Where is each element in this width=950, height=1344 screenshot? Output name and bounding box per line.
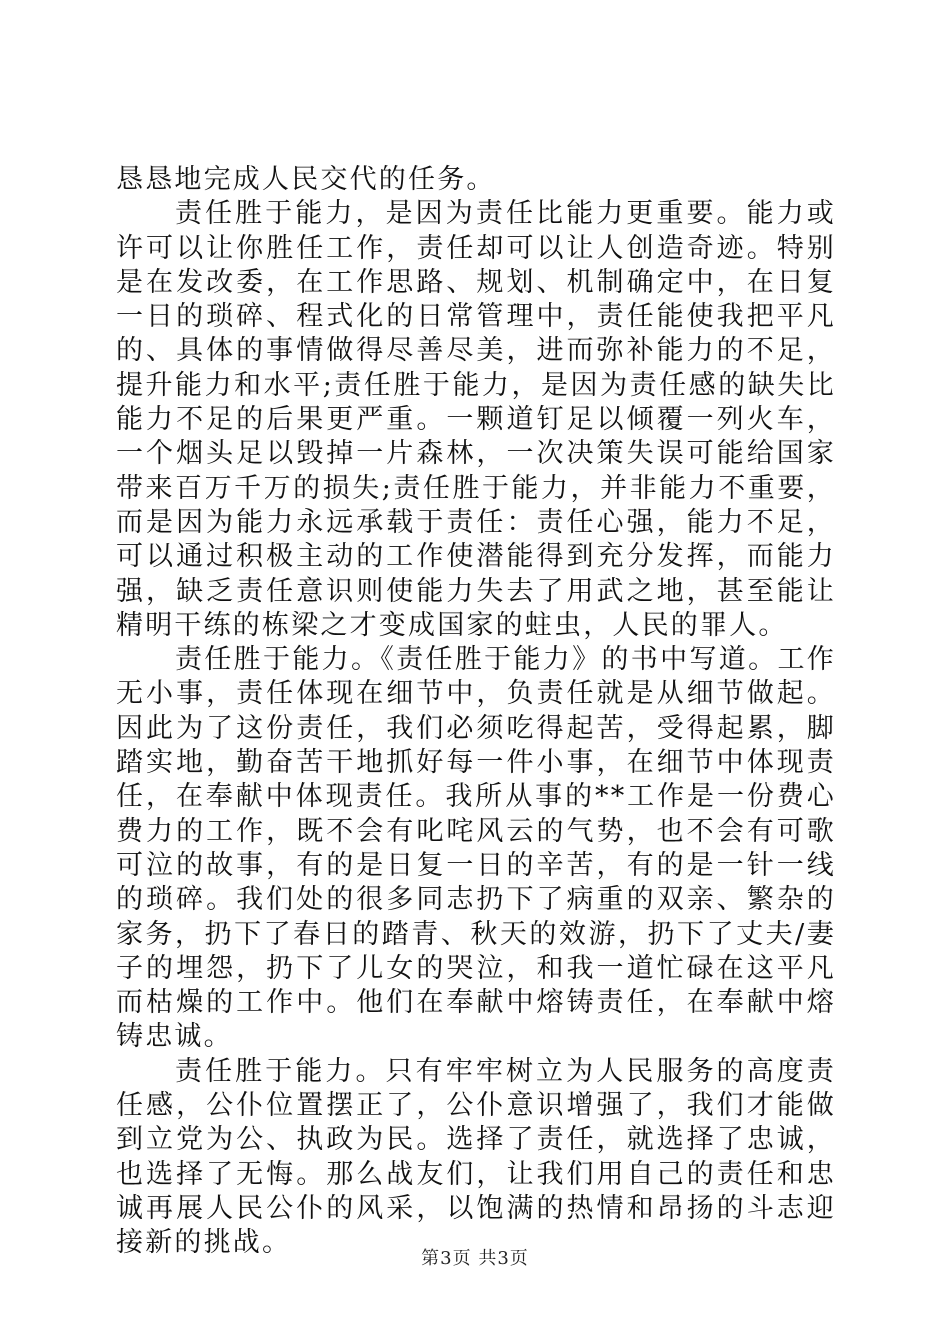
- paragraph-details: 责任胜于能力。《责任胜于能力》的书中写道。工作无小事，责任体现在细节中，负责任就是从细节做起。因此为了这份责任，我们必须吃得起苦，受得起累，脚踏实地，勤奋苦干地抓好每一件小事，在细节中体现责任，在奉献中体现责任。我所从事的**工作是一份费心费力的工作，既不会有叱咤风云的气势，也不会有可歌可泣的故事，有的是日复一日的辛苦，有的是一针一线的琐碎。我们处的很多同志扔下了病重的双亲、繁杂的家务，扔下了春日的踏青、秋天的效游，扔下了丈夫/妻子的埋怨，扔下了儿女的哭泣，和我一道忙碌在这平凡而枯燥的工作中。他们在奉献中熔铸责任，在奉献中熔铸忠诚。: [116, 644, 836, 1053]
- paragraph-responsibility-importance: 责任胜于能力，是因为责任比能力更重要。能力或许可以让你胜任工作，责任却可以让人创造奇迹。特别是在发改委，在工作思路、规划、机制确定中，在日复一日的琐碎、程式化的日常管理中，责任能使我把平凡的、具体的事情做得尽善尽美，进而弥补能力的不足，提升能力和水平;责任胜于能力，是因为责任感的缺失比能力不足的后果更严重。一颗道钉足以倾覆一列火车，一个烟头足以毁掉一片森林，一次决策失误可能给国家带来百万千万的损失;责任胜于能力，并非能力不重要，而是因为能力永远承载于责任：责任心强，能力不足，可以通过积极主动的工作使潜能得到充分发挥，而能力强，缺乏责任意识则使能力失去了用武之地，甚至能让精明干练的栋梁之才变成国家的蛀虫，人民的罪人。: [116, 198, 836, 641]
- paragraph-conclusion: 责任胜于能力。只有牢牢树立为人民服务的高度责任感，公仆位置摆正了，公仆意识增强了，我们才能做到立党为公、执政为民。选择了责任，就选择了忠诚，也选择了无悔。那么战友们，让我们用自己的责任和忠诚再展人民公仆的风采，以饱满的热情和昂扬的斗志迎接新的挑战。: [116, 1055, 836, 1259]
- page-number-footer: 第3页 共3页: [421, 1248, 529, 1269]
- body-text: [116, 163, 836, 1261]
- paragraph-continuation: 恳恳地完成人民交代的任务。: [116, 164, 496, 195]
